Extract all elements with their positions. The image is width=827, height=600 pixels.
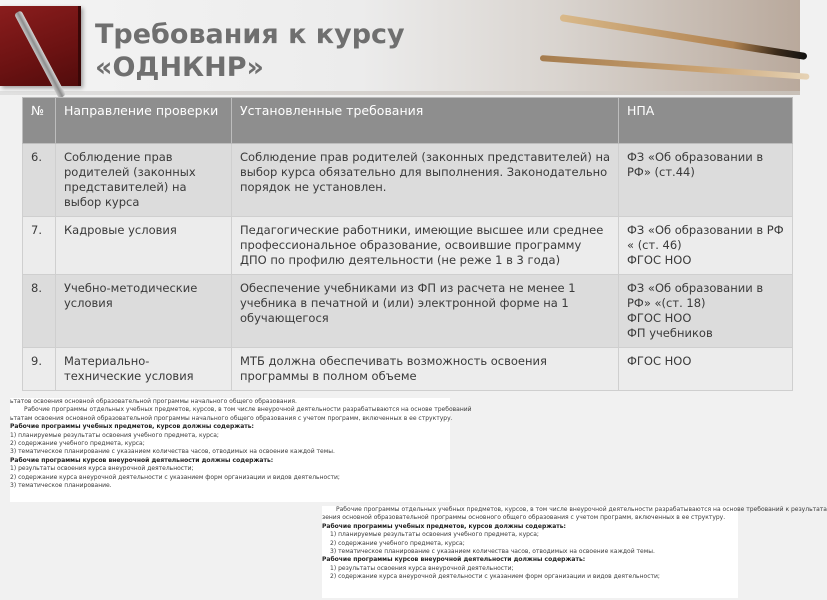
- requirements-table-container: [22, 97, 792, 391]
- row-number: 7.: [23, 217, 56, 275]
- row-direction: Кадровые условия: [56, 217, 232, 275]
- excerpt-heading: Рабочие программы курсов внеурочной деятельности должны содержать:: [10, 456, 274, 464]
- npa-item: ФЗ «Об образовании в РФ « (ст. 46): [627, 223, 784, 252]
- excerpt-line: 2) содержание учебного предмета, курса;: [10, 440, 145, 448]
- row-npa: [619, 348, 793, 391]
- npa-item: ФГОС НОО: [627, 354, 692, 368]
- excerpt-line: 2) содержание курса внеурочной деятельности с указанием форм организации и видов деятельности;: [330, 573, 660, 581]
- excerpt-line: 1) планируемые результаты освоения учебного предмета, курса;: [10, 431, 219, 439]
- row-npa: [619, 217, 793, 275]
- npa-item: ФЗ «Об образовании в РФ» (ст.44): [627, 150, 764, 179]
- excerpt-line: ьтатов освоения основной образовательной программы начального общего образования.: [10, 398, 297, 405]
- row-number: 9.: [23, 348, 56, 391]
- slide-title-line2: «ОДНКНР»: [95, 52, 264, 83]
- row-direction: Материально-технические условия: [56, 348, 232, 391]
- npa-item: ФП учебников: [627, 326, 713, 340]
- excerpt-heading: Рабочие программы учебных предметов, курсов должны содержать:: [322, 522, 566, 530]
- header-requirements: Установленные требования: [232, 98, 619, 144]
- excerpt-line: 1) планируемые результаты освоения учебного предмета, курса;: [330, 531, 539, 539]
- table-row: [23, 144, 793, 217]
- excerpt-line: 2) содержание учебного предмета, курса;: [330, 539, 465, 547]
- row-npa: [619, 275, 793, 348]
- npa-item: ФЗ «Об образовании в РФ» «(ст. 18): [627, 281, 764, 310]
- row-requirement: Соблюдение прав родителей (законных представителей) на выбор курса обязательно для выполнения. Законодательно порядок не установлен.: [232, 144, 619, 217]
- excerpt-heading: Рабочие программы учебных предметов, курсов должны содержать:: [10, 423, 254, 431]
- slide-title: [95, 18, 405, 84]
- row-requirement: Обеспечение учебниками из ФП из расчета не менее 1 учебника в печатной и (или) электронной форме на 1 обучающегося: [232, 275, 619, 348]
- excerpt-line: 2) содержание курса внеурочной деятельности с указанием форм организации и видов деятельности;: [10, 473, 340, 481]
- npa-item: ФГОС НОО: [627, 311, 692, 325]
- document-excerpt-primary: [10, 398, 472, 502]
- npa-item: ФГОС НОО: [627, 253, 692, 267]
- row-requirement: МТБ должна обеспечивать возможность освоения программы в полном объеме: [232, 348, 619, 391]
- document-excerpt-basic: [322, 506, 827, 598]
- excerpt-line: зения основной образовательной программы основного общего образования с учетом программ, включенных в ее структуру.: [322, 514, 726, 522]
- excerpt-line: 1) результаты освоения курса внеурочной деятельности;: [330, 564, 514, 572]
- excerpt-line: Рабочие программы отдельных учебных предметов, курсов, в том числе внеурочной деятельности разрабатываются на основе требований к результата: [336, 506, 827, 513]
- excerpt-line: 1) результаты освоения курса внеурочной деятельности;: [10, 465, 194, 473]
- row-requirement: Педагогические работники, имеющие высшее или среднее профессиональное образование, освоившие программу ДПО по профилю деятельности (не реже 1 в 3 года): [232, 217, 619, 275]
- excerpt-line: Рабочие программы отдельных учебных предметов, курсов, в том числе внеурочной деятельности разрабатываются на основе требований: [24, 406, 472, 414]
- table-header-row: [23, 98, 793, 144]
- row-npa: [619, 144, 793, 217]
- table-row: [23, 217, 793, 275]
- header-npa: НПА: [619, 98, 793, 144]
- header-number: №: [23, 98, 56, 144]
- excerpt-line: ьтатам освоения основной образовательной программы начального общего образования с учетом программ, включенных в ее структуру.: [10, 414, 453, 422]
- table-row: [23, 348, 793, 391]
- row-number: 6.: [23, 144, 56, 217]
- row-number: 8.: [23, 275, 56, 348]
- excerpt-line: 3) тематическое планирование с указанием количества часов, отводимых на освоение каждой темы.: [10, 448, 335, 456]
- slide-title-line1: Требования к курсу: [95, 19, 405, 50]
- requirements-table: [22, 97, 793, 391]
- header-direction: Направление проверки: [56, 98, 232, 144]
- table-row: [23, 275, 793, 348]
- excerpt-line: 3) тематическое планирование с указанием количества часов, отводимых на освоение каждой темы.: [330, 548, 655, 556]
- row-direction: Учебно-методические условия: [56, 275, 232, 348]
- row-direction: Соблюдение прав родителей (законных представителей) на выбор курса: [56, 144, 232, 217]
- excerpt-line: 3) тематическое планирование.: [10, 482, 112, 490]
- excerpt-heading: Рабочие программы курсов внеурочной деятельности должны содержать:: [322, 556, 586, 564]
